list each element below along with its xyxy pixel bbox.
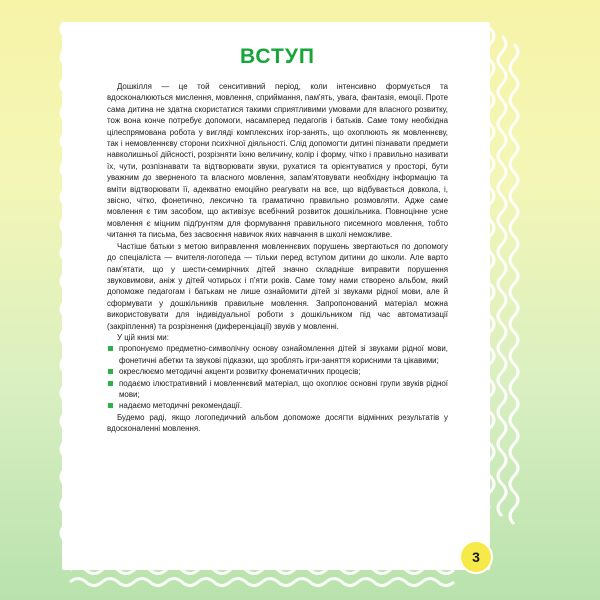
second-paragraph: Частіше батьки з метою виправлення мовленнєвих порушень звертаються по допомогу до спеціаліста — вчителя-логопеда — тільки перед вступом дитини до школи. Але варто пам'ятати, що у шести-семирічних дітей значно складніше виправити порушення звуковимови, аніж у дітей чотирьох і п'яти років. Саме тому нами створено альбом, який допоможе педагогам і батькам не лише ознайомити дітей зі звуками рідної мови, але й сформувати у дошкільників правильне мовлення. Запропонований матеріал можна використовувати для індивідуальної роботи з дошкільником під час автоматизації (закріплення) та розрізнення (диференціації) звуків у мовленні. xyxy=(107,241,448,331)
page-number: 3 xyxy=(472,549,480,565)
page-title: ВСТУП xyxy=(240,45,315,68)
list-item: пропонуємо предметно-символічну основу ознайомлення дітей зі звуками рідної мови, фонетичні абетки та звукові підказки, що зроблять ігри-заняття корисними та цікавими; xyxy=(107,343,448,366)
list-item: надаємо методичні рекомендації. xyxy=(107,400,448,411)
intro-paragraph: Дошкілля — це той сенситивний період, коли інтенсивно формується та вдосконалюються мислення, мовлення, сприймання, пам'ять, увага, фантазія, емоції. Проте сама дитина не здатна скористатися такими сприятливими умовами для власного розвитку, тож вона конче потребує допомоги, насамперед педагогів і батьків. Саме тому необхідна цілеспрямована робота у вигляді комплексних ігор-занять, що охоплюють як мовленнєву, так і немовленнєву сторони психічної діяльності. Слід допомогти дитині пізнавати предмети навколишньої дійсності, розрізняти їхню величину, колір і форму, чітко і правильно називати їх, чути, розпізнавати та відтворювати звуки, рухатися та орієнтуватися у просторі, бути уважним до зверненого та власного мовлення, запам'ятовувати необхідну інформацію та вміти відтворювати її, адекватно емоційно реагувати на все, що відбувається довкола, і, звісно, чітко, фонетично, лексично та граматично правильно розмовляти. Адже саме мовлення є тим засобом, що активізує всебічний розвиток дошкільника. Повноцінне усне мовлення є міцним підґрунтям для формування правильного писемного мовлення, тобто читання та письма, без засвоєння навичок яких навчання в школі неможливе. xyxy=(107,82,448,240)
closing-paragraph: Будемо раді, якщо логопедичний альбом допоможе досягти відмінних результатів у вдосконаленні мовлення. xyxy=(107,412,448,434)
page-number-badge xyxy=(459,540,493,574)
text-block xyxy=(107,45,448,435)
list-item: подаємо ілюстративний і мовленнєвий матеріал, що охоплює основні групи звуків рідної мови; xyxy=(107,378,448,401)
list-item: окреслюємо методичні акценти розвитку фонематичних процесів; xyxy=(107,366,448,377)
list-lead: У цій книзі ми: xyxy=(117,332,169,342)
bullet-list xyxy=(107,343,448,411)
